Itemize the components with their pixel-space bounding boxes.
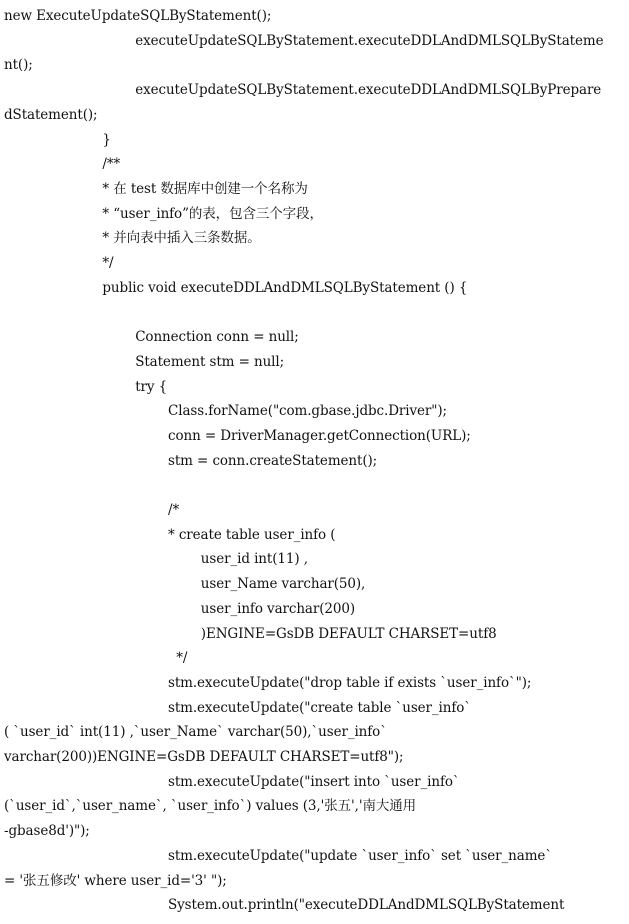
code-line: user_id int(11) , — [200, 551, 308, 568]
code-line: Statement stm = null; — [135, 353, 285, 370]
code-line: user_Name varchar(50), — [200, 576, 366, 593]
code-line: nt(); — [4, 57, 33, 74]
code-line: stm.executeUpdate("drop table if exists `user_info`"); — [168, 674, 532, 691]
code-line: new ExecuteUpdateSQLByStatement(); — [4, 8, 272, 24]
code-line: Connection conn = null; — [135, 329, 299, 346]
code-line: stm.executeUpdate("update `user_info` set `user_name` — [168, 847, 552, 864]
code-line: * 并向表中插入三条数据。 — [102, 230, 261, 247]
code-line: System.out.println("executeDDLAndDMLSQLByStatement — [168, 897, 565, 914]
code-line: user_info varchar(200) — [200, 600, 356, 617]
code-line: try { — [135, 378, 168, 395]
code-line: /** — [102, 156, 121, 173]
code-line: stm.executeUpdate("create table `user_info` — [168, 699, 471, 716]
code-line: * “user_info”的表，包含三个字段， — [102, 205, 323, 222]
code-line: )ENGINE=GsDB DEFAULT CHARSET=utf8 — [200, 625, 497, 642]
code-line: * create table user_info ( — [168, 526, 336, 543]
code-line: } — [102, 131, 111, 148]
code-line: stm = conn.createStatement(); — [168, 452, 378, 469]
code-line: /* — [168, 502, 180, 518]
code-line: dStatement(); — [4, 106, 98, 123]
code-line: stm.executeUpdate("insert into `user_info` — [168, 773, 460, 790]
code-line: (`user_id`,`user_name`, `user_info`) values (3,'张五','南大通用 — [4, 798, 417, 815]
code-line: * 在 test 数据库中创建一个名称为 — [102, 180, 308, 197]
code-line: = '张五修改' where user_id='3' "); — [4, 872, 227, 889]
code-line: varchar(200))ENGINE=GsDB DEFAULT CHARSET=utf8"); — [4, 749, 404, 765]
code-line: */ — [102, 255, 114, 271]
code-line: Class.forName("com.gbase.jdbc.Driver"); — [168, 403, 447, 420]
code-line: executeUpdateSQLByStatement.executeDDLAndDMLSQLByPrepare — [135, 82, 602, 99]
code-line: public void executeDDLAndDMLSQLByStatement () { — [102, 279, 468, 296]
code-line: conn = DriverManager.getConnection(URL); — [168, 427, 471, 444]
code-line: ( `user_id` int(11) ,`user_Name` varchar(50),`user_info` — [4, 724, 387, 741]
code-line: executeUpdateSQLByStatement.executeDDLAndDMLSQLByStateme — [135, 32, 604, 49]
code-line: */ — [176, 650, 188, 667]
code-line: -gbase8d')"); — [4, 823, 90, 840]
